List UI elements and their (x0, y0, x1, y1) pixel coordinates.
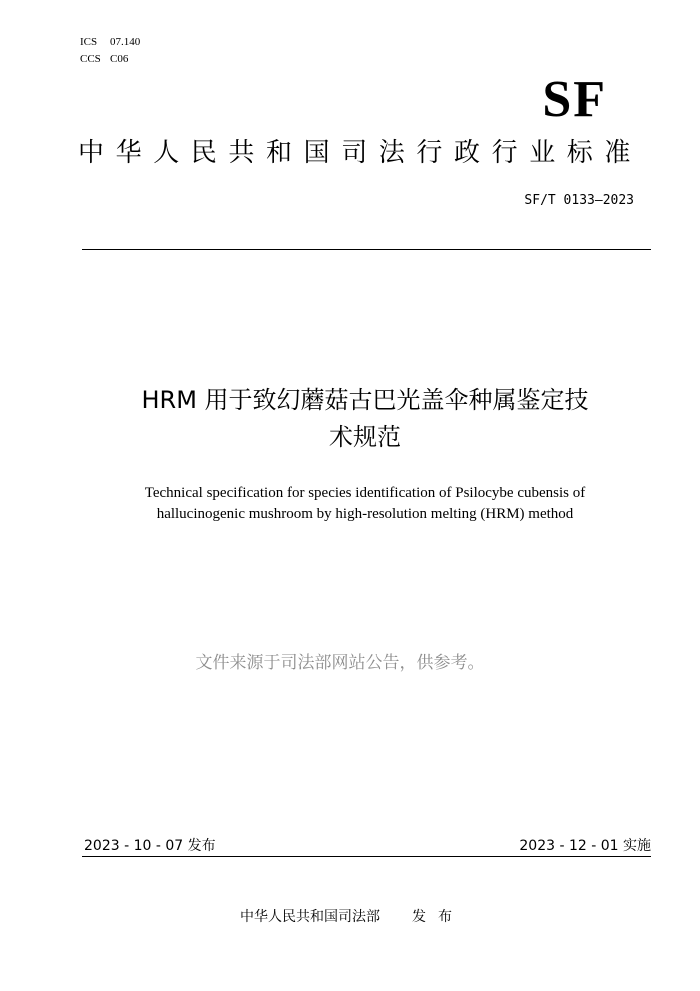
implement-date: 2023 - 12 - 01 实施 (519, 838, 651, 854)
chinese-title-line-1: HRM 用于致幻蘑菇古巴光盖伞种属鉴定技 (141, 386, 589, 414)
ics-row (80, 34, 140, 51)
bottom-divider (82, 856, 651, 857)
chinese-title (80, 382, 650, 456)
ics-value: 07.140 (110, 36, 141, 48)
ccs-value: C06 (110, 53, 129, 65)
publish-date: 2023 - 10 - 07 发布 (84, 838, 216, 854)
english-title (80, 483, 650, 525)
chinese-title-line-2: 术规范 (329, 423, 401, 451)
ics-label: ICS (80, 36, 98, 48)
ccs-row (80, 51, 140, 68)
issuer (240, 906, 464, 926)
english-title-line-2: hallucinogenic mushroom by high-resolution melting (HRM) method (156, 506, 574, 522)
sf-logo: SF (542, 71, 607, 128)
source-watermark: 文件来源于司法部网站公告，供参考。 (195, 653, 485, 673)
standard-code: SF/T 0133—2023 (524, 193, 634, 208)
ccs-label: CCS (80, 53, 101, 65)
top-divider (82, 249, 651, 250)
standard-type-title: 中华人民共和国司法行政行业标准 (78, 138, 643, 168)
english-title-line-1: Technical specification for species identification of Psilocybe cubensis of (144, 485, 586, 501)
issuer-verb: 发布 (412, 909, 464, 925)
classification-codes (80, 34, 140, 68)
issuer-name: 中华人民共和国司法部 (240, 909, 380, 925)
